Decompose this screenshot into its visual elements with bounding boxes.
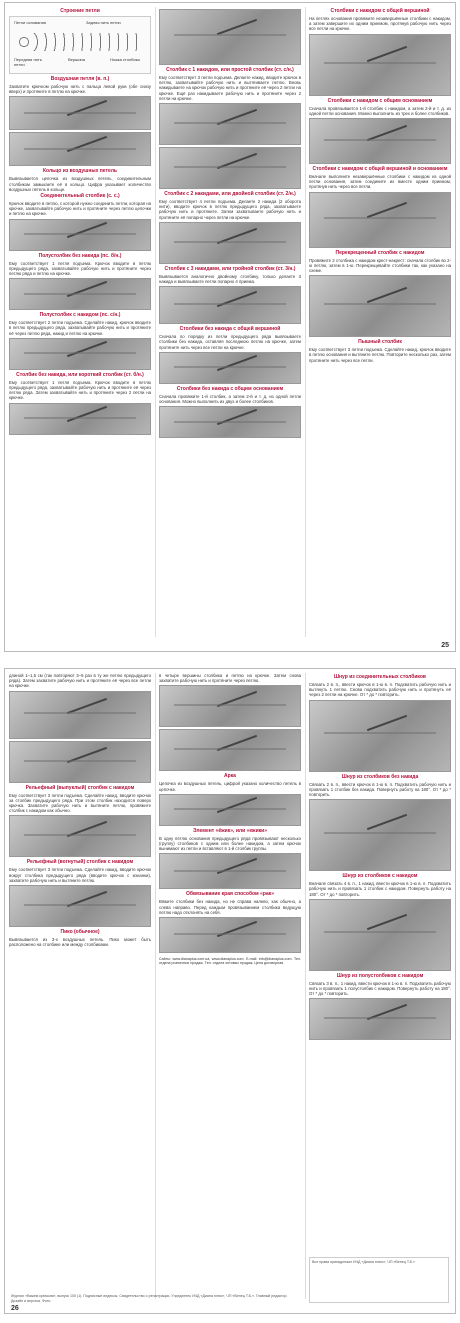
section-title: Рельефный (вогнутый) столбик с накидом [26, 859, 134, 866]
photo [159, 685, 301, 727]
section-puff-stitch [309, 339, 451, 363]
loops-illustration [16, 33, 144, 51]
column-1 [9, 7, 151, 637]
section-crab-stitch [159, 891, 301, 953]
photo [159, 729, 301, 771]
imprint: Журнал «Вяжем крючком», выпуск 105 (1). Подписные индексы. Свидетельство о регистрации. Учредитель ИЧД «Диана плюс», ЧП «Венец Т.Б.». Главный редактор. Дизайн и верстка. Фото. [11, 1294, 288, 1303]
section-text: Ему соответствует 3 петли подъема. Делаете накид, вводите крючок в петлю, захватывайте рабочую нить и вытягиваете петлю. Вновь накидываете на крючок рабочую нить и протяните её через 2 петли на крючке. Ещё раз накидываете рабочую нить и протяните через 2 петли на крючке. [159, 75, 301, 101]
section-text: Связать 2 в. п., ввести крючок в 1-ю в. п. Подхватить рабочую нить и вытянуть 1 петлю. Снова подхватить рабочую нить и протянуть её через 2 петли на крючке. От * до * повторить. [309, 682, 451, 698]
page-25 [4, 2, 456, 652]
photo [9, 278, 151, 310]
section-slip-cord [309, 674, 451, 772]
section-text: Захватите крючком рабочую нить с пальца левой руки (обе снизу вверх) и протяните в петлю на крючке. [9, 84, 151, 95]
section-text: Сначала провяжите 1-й столбик, а затем 2-й и т. д. из одной петли основания. Можно выполнить из двух и более столбиков. [159, 393, 301, 405]
section-crossed-dc [309, 250, 451, 338]
section-title: Столбики без накида с общей вершиной [179, 326, 281, 333]
section-sc [9, 372, 151, 435]
loop-structure-diagram [9, 16, 151, 74]
section-text: Ему соответствует 1 петля подъема. Крючок вводите в петлю предыдущего ряда, захватывайте рабочую нить и протяните через петлю ряда и петлю на крючке. [9, 260, 151, 277]
section-title: Столбик без накида, или короткий столбик (ст. б/н.) [16, 371, 144, 378]
section-hdc-cord [309, 973, 451, 1041]
section-title: Столбик с 1 накидом, или простой столбик (ст. с/н.) [166, 67, 294, 73]
section-dc-cord [309, 873, 451, 971]
section-ring [9, 168, 151, 192]
section-text: Вначале выполните незавершённые столбики с накидом из одной петли основания, затем соедините их вместе одним приемом, протянув нить через все петли. [309, 174, 451, 190]
section-text: Связать 2 в. п., ввести крючок в 1-ю в. п. Подхватить рабочую нить и провязать 1 столбик без накида. Повернуть работу на 180°. От * до * повторить. [309, 781, 451, 798]
label-back-thread: Задняя нить петли [86, 20, 121, 25]
section-title: Пико (обычное) [60, 929, 100, 936]
intro-text: в четыре вершины столбика и петлю на крючке. Затем снова захватите рабочую нить и протяните через петлю. [159, 673, 301, 684]
section-half-sc [9, 253, 151, 311]
label-stitch-leg: Ножка столбика [110, 57, 140, 62]
section-dc-common-top [309, 8, 451, 96]
section-text: Крючок вводите в петлю, с которой нужно соединить петли, которая на крючке, захватывайте рабочую нить и протяните через петлю цепочки и петлю на крючке. [9, 201, 151, 217]
section-title: Кольцо из воздушных петель [42, 168, 118, 175]
section-text: Ему соответствует 2 петли подъема. Сделайте накид, крючок вводите в петлю предыдущего ряда, захватывайте рабочую нить и протяните её через петлю ряда, накид и петлю на крючке. [9, 320, 151, 336]
photo [9, 96, 151, 130]
section-dtr [159, 266, 301, 324]
photo [9, 885, 151, 927]
section-title: Пышный столбик [358, 339, 402, 346]
photo [309, 899, 451, 971]
page-number: 26 [11, 1305, 19, 1312]
section-front-post-dc [9, 785, 151, 858]
section-title: Шнур из полустолбиков с накидом [336, 972, 424, 979]
photo [9, 219, 151, 251]
section-title: Рельефный (выпуклый) столбик с накидом [25, 784, 135, 791]
section-text: Сначала провязывается 1-й столбик с накидом, а затем 2-й и т. д. из одной петли основания. Можно выполнить из трех и более столбиков. [309, 105, 451, 116]
page-number: 25 [441, 642, 449, 649]
section-title: Столбики с накидом с общим основанием [327, 97, 433, 104]
page-26 [4, 668, 456, 1314]
section-title: Столбики с накидом с общей вершиной и основанием [312, 166, 448, 173]
photo [309, 34, 451, 96]
photo [309, 799, 451, 871]
photo [159, 352, 301, 384]
section-title: Столбики без накида с общим основанием [176, 385, 284, 392]
section-half-dc [9, 312, 151, 370]
section-text: Вывязывается аналогично двойному столбику, только делаете 3 накида и вывязываете петли попарно 4 приема. [159, 273, 301, 285]
photo [9, 338, 151, 370]
section-title: Полустолбик с накидом (пс. с/н.) [39, 312, 121, 319]
section-dc-common-base [309, 98, 451, 164]
diagram-title: Строение петли [60, 8, 100, 14]
section-title: Шнур из соединительных столбиков [334, 674, 426, 680]
photo [9, 691, 151, 739]
section-title: Элемент «ёжик», или «ежики» [192, 827, 268, 834]
section-slip-stitch [9, 193, 151, 251]
intro-text: длиной 1–1,5 см (так повторяют 3–5 раз в ту же петлю предыдущего ряда). Затем захватите рабочую нить и протяните её через все петли на крючке. [9, 673, 151, 689]
section-title: Арка [224, 773, 236, 780]
column-2 [159, 673, 301, 1299]
photo [309, 192, 451, 248]
section-sc-common-base [159, 386, 301, 438]
section-text: Сначала по порядку из петли предыдущего ряда вывязываете столбики без накида, оставляя последнюю петлю на крючке, затем протяните нить через все петли на крючке. [159, 334, 301, 350]
section-back-post-dc [9, 859, 151, 927]
section-title: Полустолбик без накида (пс. б/н.) [38, 252, 122, 259]
section-text: Цепочка из воздушных петель, цифрой указано количество петель в цепочке. [159, 781, 301, 792]
label-front-thread: Передняя нить петли [14, 57, 42, 67]
photo [159, 794, 301, 826]
column-2 [159, 7, 301, 637]
section-dc-common-top-base [309, 166, 451, 248]
section-text: Вывязывается из 3-х воздушных петель. Пико может быть расположено на столбике или между столбиками. [9, 937, 151, 948]
section-sc-cord [309, 774, 451, 872]
section-title: Обвязывание края способом «рак» [185, 891, 275, 898]
section-text: Ему соответствует 1 петля подъема. Крючок вводите в петлю предыдущего ряда, захватывайте рабочую нить и протяните её через петлю ряда. Затем захватывайте нить и протяните через 2 петли на крючке. [9, 379, 151, 401]
section-text: Ему соответствует 3 петли подъема. Сделайте накид, вводите крючок вокруг столбика предыдущего ряда (вводите крючок с изнанки), захватите рабочую нить и вытяните петлю. [9, 867, 151, 883]
photo [9, 815, 151, 857]
section-text: Ему соответствует 3 петли подъема. Сделайте накид, крючок вводите в петлю основания и вытяните петлю. Повторите несколько раз, затем протяните нить через все петли. [309, 347, 451, 363]
column-3 [309, 7, 451, 637]
section-title: Перекрещенный столбик с накидом [335, 249, 425, 256]
section-title: Шнур из столбиков с накидом [342, 873, 418, 880]
section-title: Столбики с накидом с общей вершиной [330, 8, 430, 14]
photo [159, 222, 301, 264]
section-title: Воздушная петля (в. п.) [50, 76, 110, 82]
photo [159, 853, 301, 889]
photo [9, 132, 151, 166]
section-title: Столбик с 2 накидами, или двойной столбик (ст. 2/н.) [164, 191, 296, 198]
section-text: Ему соответствует 3 петли подъема. Сделайте накид, вводите крючок за столбик предыдущего ряда. При этом столбик находится поверх крючка. Захватите рабочую нить и вытяните петлю, провяжите столбик с накидом как обычно. [9, 792, 151, 814]
photo [159, 103, 301, 145]
photo [9, 741, 151, 783]
section-title: Шнур из столбиков без накида [341, 773, 419, 780]
photo [159, 9, 301, 65]
section-popcorn [159, 828, 301, 890]
photo [309, 998, 451, 1040]
photo [159, 286, 301, 324]
section-text: На петлях основания провяжите незавершённые столбики с накидом, а затем завершите их одним приемом, протянув рабочую нить через все петли на крючке. [309, 16, 451, 32]
publisher-box: Все права принадлежат ИЧД «Диана плюс», ЧП «Венец Т.Б.» [309, 1257, 449, 1303]
column-3 [309, 673, 451, 1299]
section-chain [9, 76, 151, 166]
section-tr [159, 191, 301, 264]
section-dc [159, 67, 301, 189]
section-title: Столбик с 3 накидами, или тройной столбик (ст. 3/н.) [164, 265, 296, 272]
photo [309, 118, 451, 164]
section-text: В одну петлю основания предыдущего ряда провязывают несколько (группу) столбиков с одним или более накидом, а затем крючок вынимают из петли и вставляют в 1-й столбик группы. [159, 835, 301, 852]
photo [159, 406, 301, 438]
section-title: Соединительный столбик (с. с.) [40, 193, 120, 200]
contacts: Сайты: www.dianaplus.com.ua, www.dianaplus.com. E-mail: info@dianaplus.com. Тел. отдела розничных продаж. Тел. отдела оптовых продаж. Цена договорная. [159, 957, 301, 966]
label-base-loops: Петли основания [14, 20, 46, 25]
section-text: Вяжите столбики без накида, но не справа налево, как обычно, а слева направо. Перед каждым провязыванием столбика ведущую петлю надо отклонять на себя. [159, 899, 301, 915]
photo [309, 275, 451, 337]
section-text: Связать 3 в. п., 1 накид, ввести крючок в 1-ю в. п. Подхватить рабочую нить и провязать 1 полустолбик с накидом. Повернуть работу на 180°. От * до * повторить. [309, 980, 451, 997]
label-top: Вершина [68, 57, 85, 62]
section-picot [9, 929, 151, 947]
section-sc-common-top [159, 326, 301, 384]
section-arch [159, 773, 301, 825]
section-text: Ему соответствует 4 петли подъема. Делаете 2 накида (2 оборота нити), вводите крючок в петлю предыдущего ряда, захватываете рабочую нить и протяните. Затем захватываете рабочую нить и протяните её попарно через петли на крючке. [159, 199, 301, 220]
photo [309, 700, 451, 772]
photo [159, 917, 301, 953]
photo [159, 147, 301, 189]
photo [9, 403, 151, 435]
section-text: Вначале связать 4 в. п., 1 накид, ввести крючок в 1-ю в. п. Подхватить рабочую нить и провязать 1 столбик с накидом. Повернуть работу на 180°. От * до * повторить. [309, 881, 451, 897]
column-1 [9, 673, 151, 1299]
section-text: Провяжите 2 столбика с накидом крест-накрест: сначала столбик во 2-ю петлю, затем в 1-ю. Перекрещивайте столбики так, как указано на схеме. [309, 257, 451, 274]
section-text: Вывязывается цепочка из воздушных петель, соединительным столбиком замыкаете её в кольцо. Цифра указывает количество воздушных петель в кольце. [9, 176, 151, 192]
